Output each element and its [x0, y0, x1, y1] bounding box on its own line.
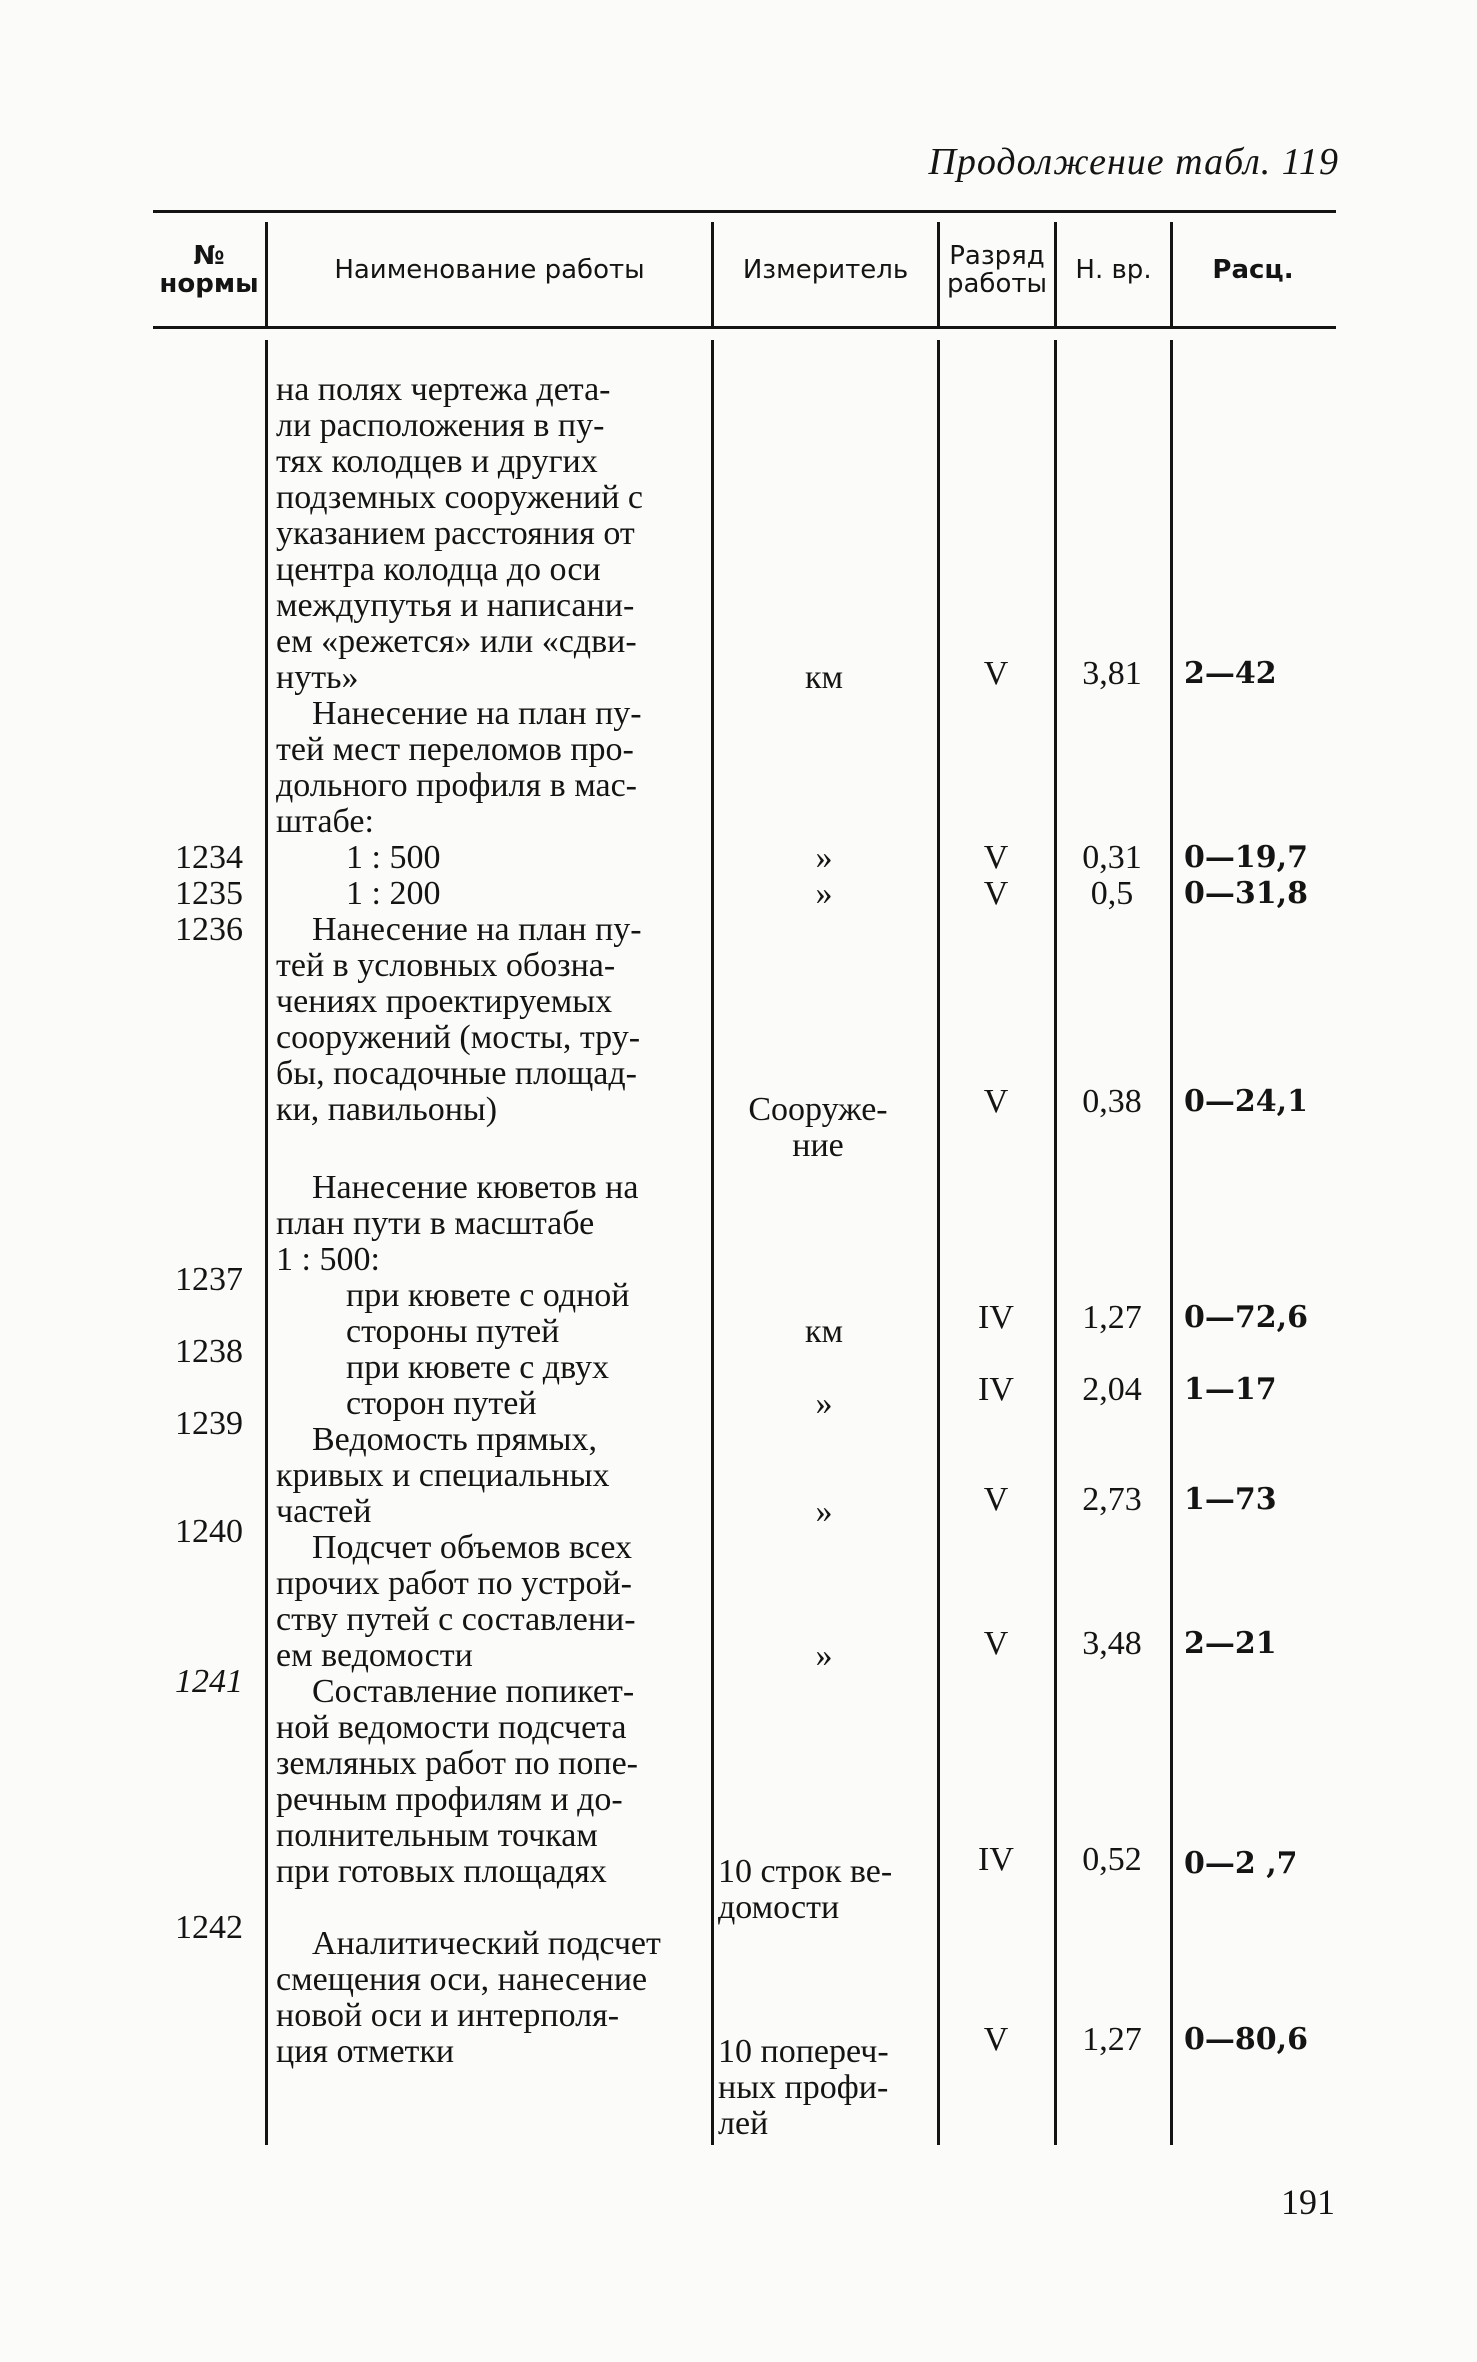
- time-norm: 2,73: [1082, 1481, 1142, 1518]
- rate-value: 0—24,1: [1184, 1084, 1308, 1119]
- time-norm: 0,5: [1090, 875, 1134, 912]
- header-number: № нормы: [159, 240, 259, 299]
- work-grade: V: [983, 839, 1009, 876]
- time-norm: 1,27: [1082, 1299, 1142, 1336]
- work-description: при кювете с двух сторон путей: [346, 1349, 609, 1422]
- time-norm: 1,27: [1082, 2021, 1142, 2058]
- column-divider: [265, 340, 268, 2145]
- header-measure: Измеритель: [742, 254, 909, 285]
- measure-unit: »: [815, 1385, 833, 1422]
- rate-value: 1—73: [1184, 1482, 1277, 1517]
- measure-unit: км: [804, 1313, 844, 1350]
- rate-value: 0—31,8: [1184, 876, 1308, 911]
- header-norm: Н. вр.: [1075, 254, 1152, 285]
- time-norm: 0,31: [1082, 839, 1142, 876]
- work-description: 1 : 200: [346, 875, 441, 912]
- rate-value: 0—80,6: [1184, 2022, 1308, 2057]
- header-name: Наименование работы: [334, 254, 645, 285]
- measure-unit: »: [815, 1637, 833, 1674]
- rate-value: 0—72,6: [1184, 1300, 1308, 1335]
- work-description: при кювете с одной стороны путей: [346, 1277, 630, 1350]
- header-bottom-rule: [153, 326, 1336, 329]
- table-caption: Продолжение табл. 119: [928, 141, 1339, 183]
- work-grade: V: [983, 2021, 1009, 2058]
- measure-unit: км: [804, 659, 844, 696]
- measure-unit: 10 строк ве- домости: [718, 1853, 893, 1926]
- work-description: Аналитический подсчет смещения оси, нанесение новой оси и интерполя- ция отметки: [276, 1925, 661, 2070]
- work-grade: V: [983, 1083, 1009, 1120]
- column-divider: [937, 340, 940, 2145]
- work-grade: IV: [978, 1299, 1014, 1336]
- work-grade: IV: [978, 1371, 1014, 1408]
- measure-unit: »: [815, 839, 833, 876]
- norm-number: 1239: [175, 1405, 243, 1442]
- rate-value: 2—42: [1184, 656, 1277, 691]
- column-divider: [1170, 340, 1173, 2145]
- norm-number: 1237: [175, 1261, 243, 1298]
- rate-value: 2—21: [1184, 1626, 1277, 1661]
- header-grade: Разряд работы: [946, 240, 1048, 299]
- work-description: Составление попикет- ной ведомости подсчета земляных работ по попе- речным профилям и до- полнительным точкам при готовых площадях: [276, 1673, 638, 1890]
- time-norm: 0,38: [1082, 1083, 1142, 1120]
- rate-value: 0—19,7: [1184, 840, 1308, 875]
- time-norm: 2,04: [1082, 1371, 1142, 1408]
- rate-value: 1—17: [1184, 1372, 1277, 1407]
- work-description: на полях чертежа дета- ли расположения в пу- тях колодцев и других подземных сооружений с указанием расстояния от центра колодца до оси междупутья и написани- ем «режется» или «сдви- нуть»: [276, 371, 644, 696]
- work-description: 1 : 500: [346, 839, 441, 876]
- work-grade: IV: [978, 1841, 1014, 1878]
- norm-number: 1238: [175, 1333, 243, 1370]
- time-norm: 0,52: [1082, 1841, 1142, 1878]
- time-norm: 3,48: [1082, 1625, 1142, 1662]
- rate-value: 0—2 ,7: [1184, 1846, 1298, 1881]
- norm-number: 1236: [175, 911, 243, 948]
- norm-number: 1240: [175, 1513, 243, 1550]
- measure-unit: »: [815, 875, 833, 912]
- column-divider: [1054, 340, 1057, 2145]
- page-number: 191: [1281, 2182, 1335, 2222]
- work-grade: V: [983, 1481, 1009, 1518]
- work-description: Нанесение на план пу- тей в условных обозна- чениях проектируемых сооружений (мосты, тру- бы, посадочные площад- ки, павильоны): [276, 911, 642, 1128]
- norm-number: 1235: [175, 875, 243, 912]
- measure-unit: Сооруже- ние: [748, 1091, 888, 1164]
- header-rate: Расц.: [1212, 254, 1294, 285]
- work-description: Нанесение на план пу- тей мест переломов про- дольного профиля в мас- штабе:: [276, 695, 642, 840]
- work-description: Подсчет объемов всех прочих работ по устрой- ству путей с составлени- ем ведомости: [276, 1529, 636, 1674]
- work-description: Ведомость прямых, кривых и специальных частей: [276, 1421, 610, 1530]
- measure-unit: »: [815, 1493, 833, 1530]
- work-grade: V: [983, 1625, 1009, 1662]
- norm-number: 1234: [175, 839, 243, 876]
- work-description: Нанесение кюветов на план пути в масштабе 1 : 500:: [276, 1169, 639, 1278]
- measure-unit: 10 попереч- ных профи- лей: [718, 2033, 889, 2142]
- norm-number: 1242: [175, 1909, 243, 1946]
- work-grade: V: [983, 655, 1009, 692]
- time-norm: 3,81: [1082, 655, 1142, 692]
- work-grade: V: [983, 875, 1009, 912]
- column-divider: [711, 340, 714, 2145]
- norm-number: 1241: [175, 1663, 243, 1700]
